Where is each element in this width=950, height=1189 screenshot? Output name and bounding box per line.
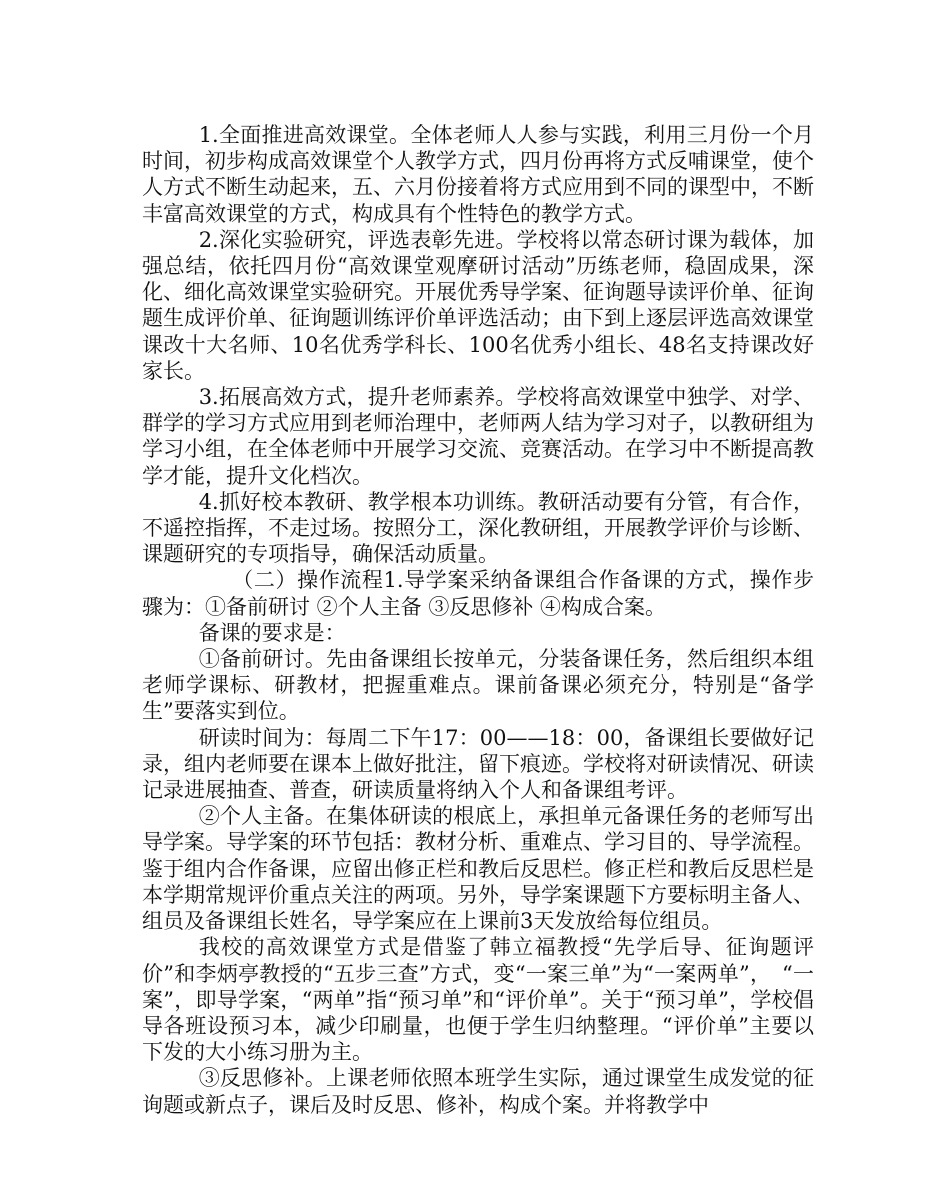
paragraph-reflection: ③反思修补。上课老师依照本班学生实际，通过课堂生成发觉的征询题或新点子，课后及时反思、修补，构成个案。并将教学中 (142, 1066, 814, 1117)
paragraph-operation-flow: （二）操作流程1.导学案采纳备课组合作备课的方式，操作步骤为：①备前研讨 ②个人主备 ③反思修补 ④构成合案。 (142, 568, 814, 619)
paragraph-school-method: 我校的高效课堂方式是借鉴了韩立福教授“先学后导、征询题评价”和李炳亭教授的“五步三查”方式，变“一案三单”为“一案两单”， “一案”，即导学案，“两单”指“预习单”和“评价单”。关于“预习单”，学校倡导各班设预习本，减少印刷量，也便于学生归纳整理。“评价单”主要以下发的大小练习册为主。 (142, 935, 814, 1065)
paragraph-deepen-research: 2.深化实验研究，评选表彰先进。学校将以常态研讨课为载体，加强总结，依托四月份“高效课堂观摩研讨活动”历练老师，稳固成果，深化、细化高效课堂实验研究。开展优秀导学案、征询题导读评价单、征询题生成评价单、征询题训练评价单评选活动；由下到上逐层评选高效课堂课改十大名师、10名优秀学科长、100名优秀小组长、48名支持课改好家长。 (142, 227, 814, 383)
paragraph-pre-discussion: ①备前研讨。先由备课组长按单元，分装备课任务，然后组织本组老师学课标、研教材，把握重难点。课前备课必须充分，特别是“备学生”要落实到位。 (142, 647, 814, 724)
paragraph-efficient-classroom: 1.全面推进高效课堂。全体老师人人参与实践，利用三月份一个月时间，初步构成高效课堂个人教学方式，四月份再将方式反哺课堂，使个人方式不断生动起来，五、六月份接着将方式应用到不同的课型中，不断丰富高效课堂的方式，构成具有个性特色的教学方式。 (142, 123, 814, 226)
paragraph-expand-methods: 3.拓展高效方式，提升老师素养。学校将高效课堂中独学、对学、群学的学习方式应用到老师治理中，老师两人结为学习对子，以教研组为学习小组，在全体老师中开展学习交流、竞赛活动。在学习中不断提高教学才能，提升文化档次。 (142, 385, 814, 488)
document-body (142, 122, 814, 1118)
paragraph-requirements-heading: 备课的要求是： (198, 620, 346, 645)
paragraph-individual-prep: ②个人主备。在集体研读的根底上，承担单元备课任务的老师写出导学案。导学案的环节包括：教材分析、重难点、学习目的、导学流程。鉴于组内合作备课，应留出修正栏和教后反思栏。修正栏和教后反思栏是本学期常规评价重点关注的两项。另外，导学案课题下方要标明主备人、组员及备课组长姓名，导学案应在上课前3天发放给每位组员。 (142, 804, 814, 934)
paragraph-school-research: 4.抓好校本教研、教学根本功训练。教研活动要有分管，有合作，不遥控指挥，不走过场。按照分工，深化教研组，开展教学评价与诊断、课题研究的专项指导，确保活动质量。 (142, 489, 814, 567)
paragraph-study-time: 研读时间为：每周二下午17：00——18：00，备课组长要做好记录，组内老师要在课本上做好批注，留下痕迹。学校将对研读情况、研读记录进展抽查、普查，研读质量将纳入个人和备课组考评。 (142, 725, 814, 803)
